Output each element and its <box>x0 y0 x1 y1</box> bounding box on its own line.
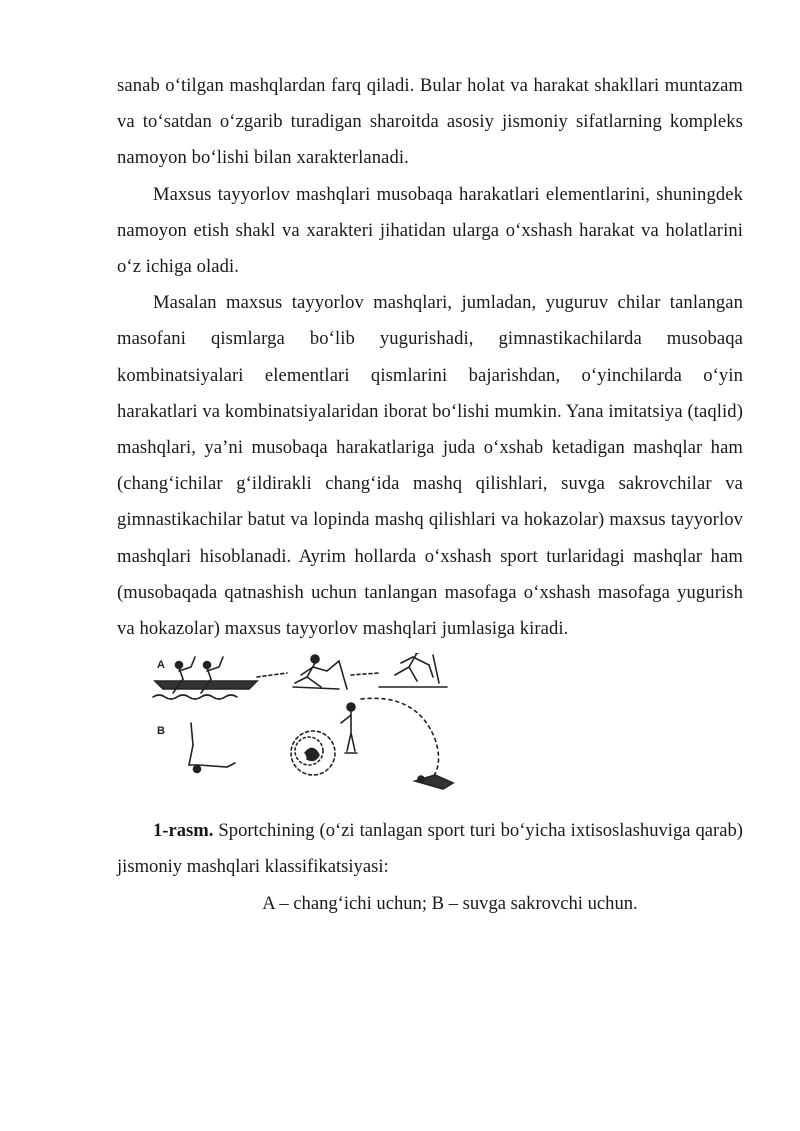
paragraph-1: sanab o‘tilgan mashqlardan farq qiladi. Bular holat va harakat shakllari muntazam va to‘satdan o‘zgarib turadigan sharoitda asosiy jismoniy sifatlarning kompleks namoyon bo‘lishi bilan xarakterlanadi. <box>117 75 743 169</box>
figure-caption <box>117 813 743 885</box>
paragraph-2: Maxsus tayyorlov mashqlari musobaqa harakatlari elementlarini, shuningdek namoyon etish shakl va xarakteri jihatidan ularga o‘xshash harakat va holatlarini o‘z ichiga oladi. <box>117 183 743 278</box>
figure-label-b: B <box>157 725 165 738</box>
diver-handstand-drawing <box>189 723 235 773</box>
figure-number: 1-rasm. <box>153 820 214 842</box>
roller-skier-1-drawing <box>257 655 347 689</box>
diver-entering-water-drawing <box>415 775 453 789</box>
diver-somersault-drawing <box>291 731 335 775</box>
diver-standing-drawing <box>341 699 439 778</box>
figure-illustration <box>117 653 743 813</box>
roller-skier-2-drawing <box>351 653 447 687</box>
rowing-boat-drawing <box>153 657 257 699</box>
figure-drawing <box>117 653 743 813</box>
paragraph-3: Masalan maxsus tayyorlov mashqlari, jumladan, yuguruv chilar tanlangan masofani qismlarga bo‘lib yugurishadi, gimnastikachilarda musobaqa kombinatsiyalari elementlari qismlarini bajarishdan, o‘yinchilarda o‘yin harakatlari va kombinatsiyalaridan iborat bo‘lishi mumkin. Yana imitatsiya (taqlid) mashqlari, ya’ni musobaqa harakatlariga juda o‘xshab ketadigan mashqlar ham (chang‘ichilar g‘ildirakli chang‘ida mashq qilishlari, suvga sakrovchilar va gimnastikachilar batut va lopinda mashq qilishlari va hokazolar) maxsus tayyorlov mashqlari hisoblanadi. Ayrim hollarda o‘xshash sport turlaridagi mashqlar ham (musobaqada qatnashish uchun tanlangan masofaga o‘xshash masofaga yugurish va hokazolar) maxsus tayyorlov mashqlari jumlasiga kiradi. <box>117 292 743 640</box>
figure-label-a: A <box>157 659 165 672</box>
document-page <box>117 68 743 922</box>
figure-caption-sub: A – chang‘ichi uchun; B – suvga sakrovchi uchun. <box>262 892 638 914</box>
figure-caption-text: Sportchining (o‘zi tanlagan sport turi bo‘yicha ixtisoslashuviga qarab) jismoniy mashqlari klassifikatsiyasi: <box>117 820 743 878</box>
